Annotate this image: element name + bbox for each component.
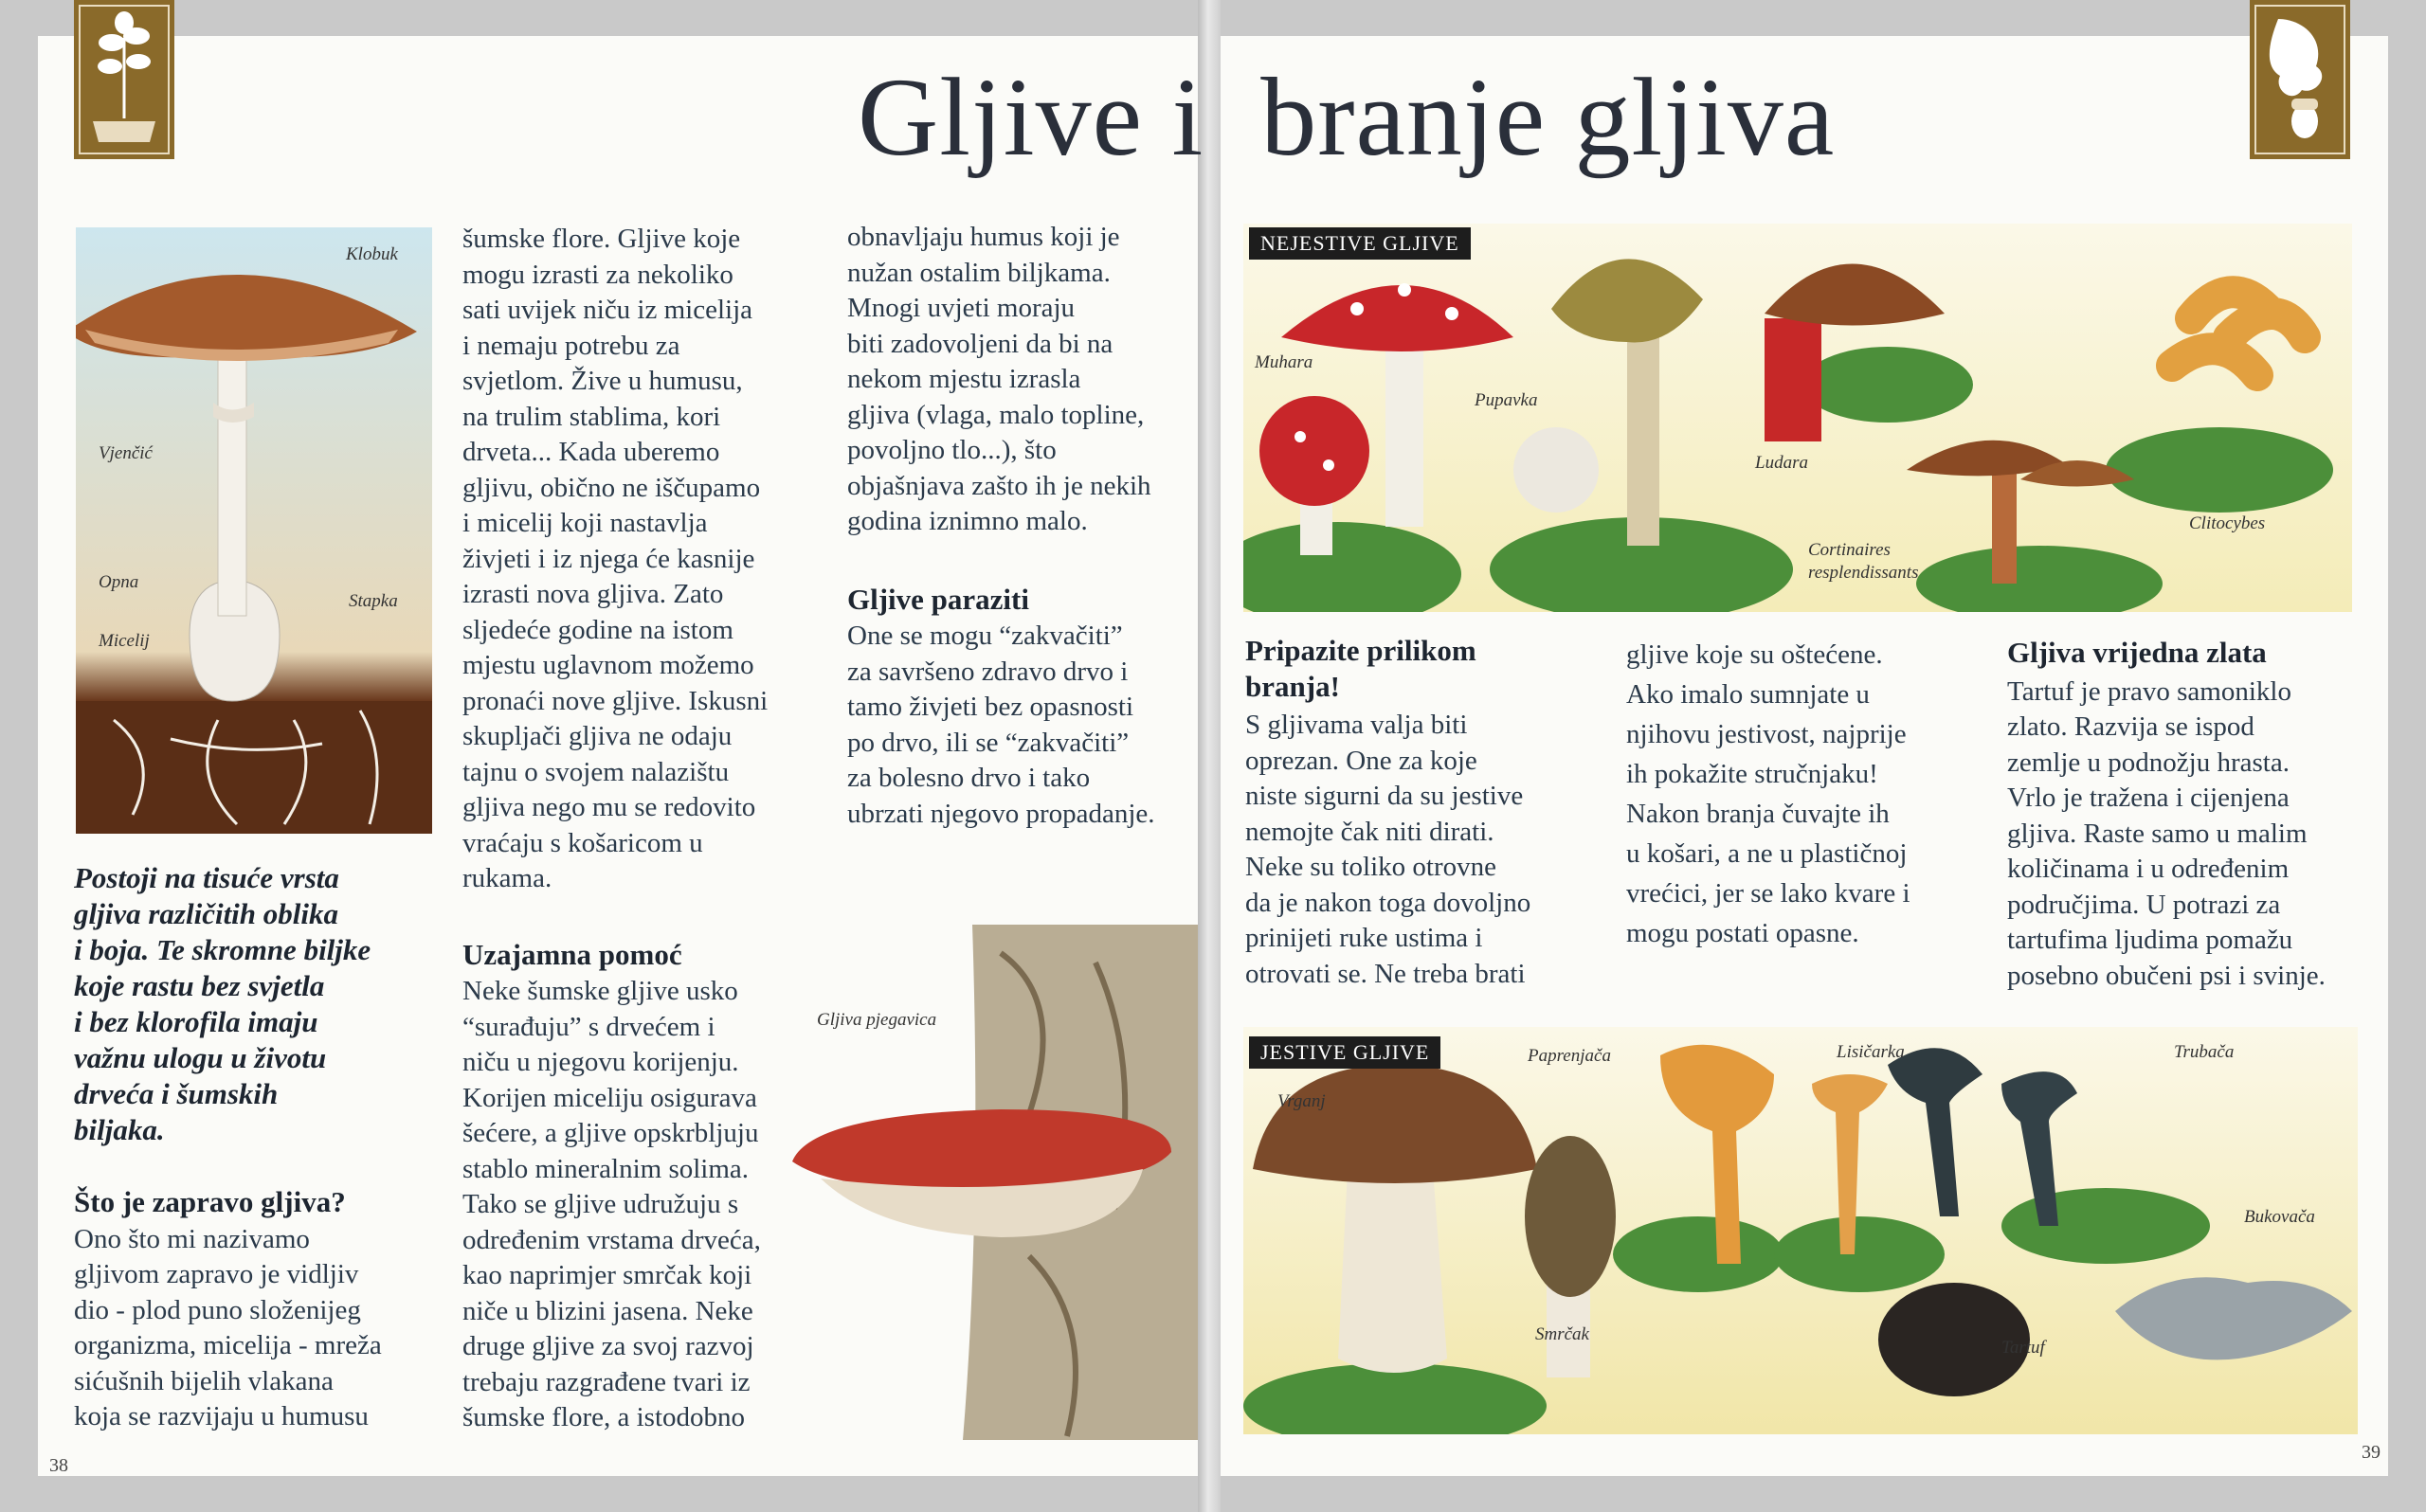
label-bukovaca: Bukovača [2244,1207,2315,1227]
bracket-fungus-illustration [783,925,1198,1440]
column-2: šumske flore. Gljive koje mogu izrasti za nekoliko sati uvijek niču iz micelija i nemaju potrebu za svjetlom. Žive u humusu, na trulim stablima, kori drveta... Kada uberemo gljivu, obično ne iščupamo i micelij koji nastavlja živjeti i iz njega će kasnije izrasti nova gljiva. Zato sljedeće godine na istom mjestu uglavnom možemo pronaći nove gljive. Iskusni skupljači gljiva ne odaju tajnu o svojem nalazištu gljiva nego mu se redovito vraćaju s košaricom u rukama. Uzajamna pomoć Neke šumske gljive usko “surađuju” s drvećem i niču u njegovu korijenju. Korijen miceliju osigurava šećere, a gljive opskrbljuju stablo mineralnim solima. Tako se gljive udružuju s određenim vrstama drveća, kao naprimjer smrčak koji niče u blizini jasena. Neke druge gljive za svoj razvoj trebaju razgrađene tvari iz šumske flore, a istodobno [462,222,832,1436]
label-bracket-fungus: Gljiva pjegavica [817,1010,937,1030]
oak-leaf-acorn-badge-icon [2250,0,2350,159]
label-muhara: Muhara [1255,352,1313,372]
label-trubaca: Trubača [2174,1042,2235,1062]
heading-mutual-help: Uzajamna pomoć [462,937,682,971]
label-cortinaires-2: resplendissants [1808,563,1919,583]
page-number-right: 39 [2362,1442,2381,1463]
heading-what-is-mushroom: Što je zapravo gljiva? [74,1185,346,1218]
label-smrcak: Smrčak [1535,1324,1589,1344]
edible-mushrooms-tag: JESTIVE GLJIVE [1249,1036,1440,1069]
oak-sapling-badge-icon [74,0,174,159]
label-vrganj: Vrganj [1277,1091,1326,1111]
label-paprenjaca: Paprenjača [1528,1046,1611,1066]
label-ludara: Ludara [1755,453,1808,473]
column-6: Gljiva vrijedna zlata Tartuf je pravo samoniklo zlato. Razvija se ispod zemlje u podnožju hrasta. Vrlo je tražena i cijenjena gljiva. Raste samo u malim količinama i u određenim područjima. U potrazi za tartufima ljudima pomažu posebno obučeni psi i svinje. [2007,635,2386,994]
heading-gold: Gljiva vrijedna zlata [2007,636,2267,669]
label-lisicarka: Lisičarka [1837,1042,1905,1062]
column-3: obnavljaju humus koji je nužan ostalim biljkama. Mnogi uvjeti moraju biti zadovoljeni da bi na nekom mjestu izrasla gljiva (vlaga, malo topline, povoljno tlo...), što objašnjava zašto ih je nekih godina iznimno malo. Gljive paraziti One se mogu “zakvačiti” za savršeno zdravo drvo i tamo živjeti bez opasnosti po drvo, ili se “zakvačiti” za bolesno drvo i tako ubrzati njegovo propadanje. [847,220,1207,832]
inedible-mushrooms-tag: NEJESTIVE GLJIVE [1249,227,1471,260]
label-micelij: Micelij [99,631,150,651]
heading-careful: Pripazite prilikom branja! [1245,634,1476,703]
column-5: gljive koje su oštećene. Ako imalo sumnjate u njihovu jestivost, najprije ih pokažite stručnjaku! Nakon branja čuvajte ih u košari, a ne u plastičnoj vrećici, jer se lako kvare i mogu postati opasne. [1626,639,1910,948]
edible-mushrooms-illustration [1243,1027,2358,1434]
label-vjencic: Vjenčić [99,443,153,463]
label-cortinaires-1: Cortinaires [1808,540,1891,560]
label-opna: Opna [99,572,139,592]
inedible-mushrooms-illustration [1243,224,2352,612]
page-title: Gljive i branje gljiva [858,55,1836,179]
heading-parasites: Gljive paraziti [847,582,1029,616]
intro-paragraph: Postoji na tisuće vrsta gljiva različitih oblika i boja. Te skromne biljke koje rastu bez svjetla i bez klorofila imaju važnu ulogu u životu drveća i šumskih biljaka. [74,861,371,1146]
label-pupavka: Pupavka [1475,390,1538,410]
label-clitocybes: Clitocybes [2189,513,2266,533]
label-klobuk: Klobuk [346,244,398,264]
page-number-left: 38 [49,1455,68,1476]
intro-column: Postoji na tisuće vrsta gljiva različitih oblika i boja. Te skromne biljke koje rastu bez svjetla i bez klorofila imaju važnu ulogu u životu drveća i šumskih biljaka. Što je zapravo gljiva? Ono što mi nazivamo gljivom zapravo je vidljiv dio - plod puno složenijeg organizma, micelija - mreža sićušnih bijelih vlakana koja se razvijaju u humusu [74,860,434,1435]
column-4: Pripazite prilikom branja! S gljivama valja biti oprezan. One za koje niste sigurni da su jestive nemojte čak niti dirati. Neke su toliko otrovne da je nakon toga dovoljno prinijeti ruke ustima i otrovati se. Ne treba brati [1245,633,1624,992]
mushroom-anatomy-diagram [76,227,432,834]
label-tartuf: Tartuf [2001,1338,2045,1358]
label-stapka: Stapka [349,591,398,611]
